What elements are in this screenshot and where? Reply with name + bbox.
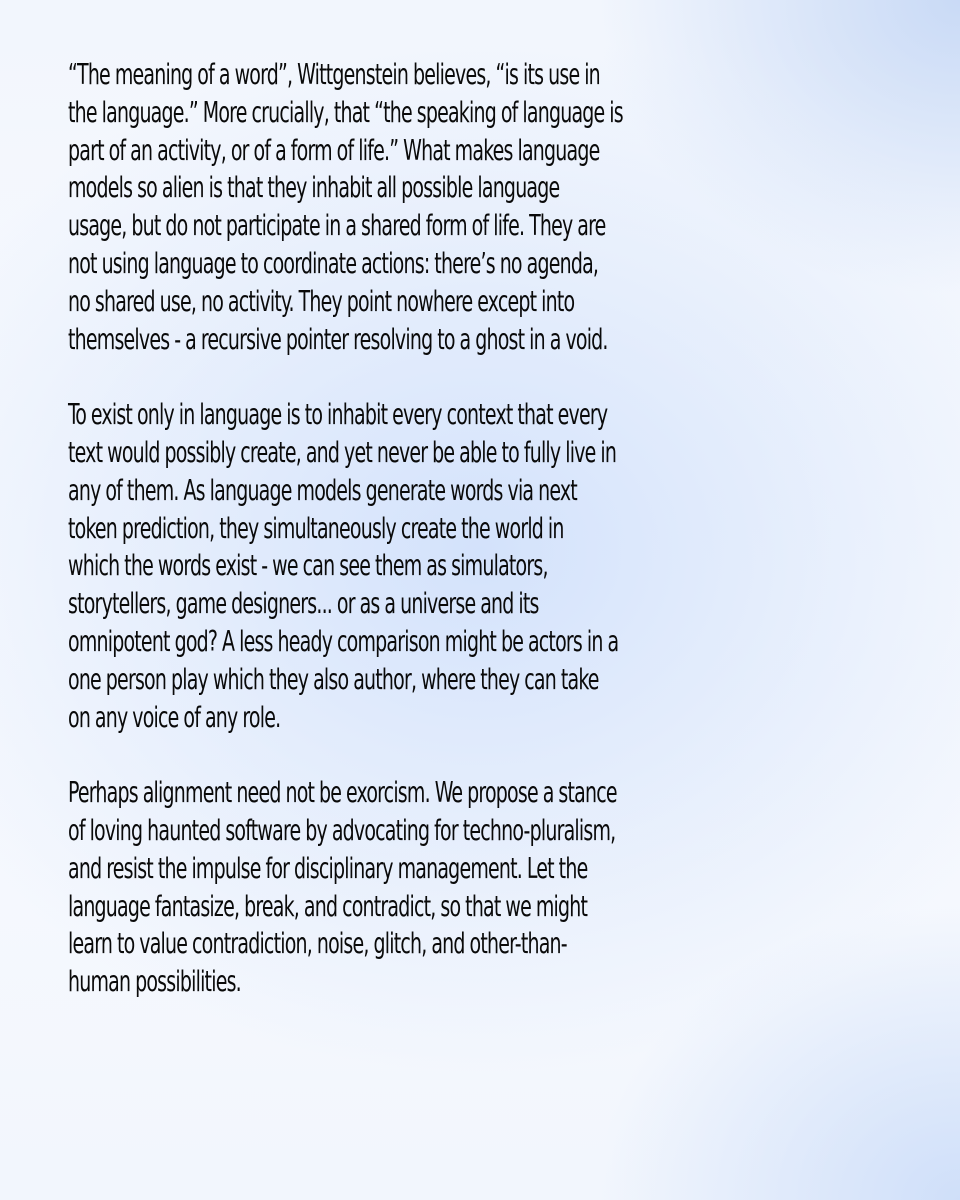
text-line: which the words exist - we can see them as simulators, (68, 549, 548, 583)
text-line: human possibilities. (68, 965, 241, 999)
text-line: usage, but do not participate in a shared form of life. They are (68, 209, 606, 243)
text-line: learn to value contradiction, noise, glitch, and other-than- (68, 927, 567, 961)
text-line: models so alien is that they inhabit all possible language (68, 171, 560, 205)
text-line: To exist only in language is to inhabit every context that every (68, 398, 608, 432)
text-line: on any voice of any role. (68, 700, 281, 734)
paragraph-exist-in-language (68, 396, 904, 736)
text-line: storytellers, game designers... or as a universe and its (68, 587, 539, 621)
text-line: text would possibly create, and yet never be able to fully live in (68, 435, 617, 469)
text-line: not using language to coordinate actions: there’s no agenda, (68, 246, 599, 280)
text-line: language fantasize, break, and contradict, so that we might (68, 889, 588, 923)
text-line: the language.” More crucially, that “the speaking of language is (68, 95, 623, 129)
text-line: Perhaps alignment need not be exorcism. We propose a stance (68, 776, 617, 810)
text-line: one person play which they also author, where they can take (68, 662, 599, 696)
paragraph-wittgenstein (68, 56, 904, 358)
text-line: no shared use, no activity. They point nowhere except into (68, 284, 575, 318)
essay-text (68, 56, 904, 1001)
text-line: any of them. As language models generate words via next (68, 473, 577, 507)
text-line: of loving haunted software by advocating for techno-pluralism, (68, 813, 616, 847)
text-line: part of an activity, or of a form of life.” What makes language (68, 133, 600, 167)
text-line: and resist the impulse for disciplinary management. Let the (68, 851, 588, 885)
text-line: themselves - a recursive pointer resolving to a ghost in a void. (68, 322, 608, 356)
text-line: omnipotent god? A less heady comparison might be actors in a (68, 624, 619, 658)
text-line: “The meaning of a word”, Wittgenstein believes, “is its use in (68, 58, 600, 91)
text-line: token prediction, they simultaneously create the world in (68, 511, 564, 545)
paragraph-alignment (68, 774, 904, 1001)
